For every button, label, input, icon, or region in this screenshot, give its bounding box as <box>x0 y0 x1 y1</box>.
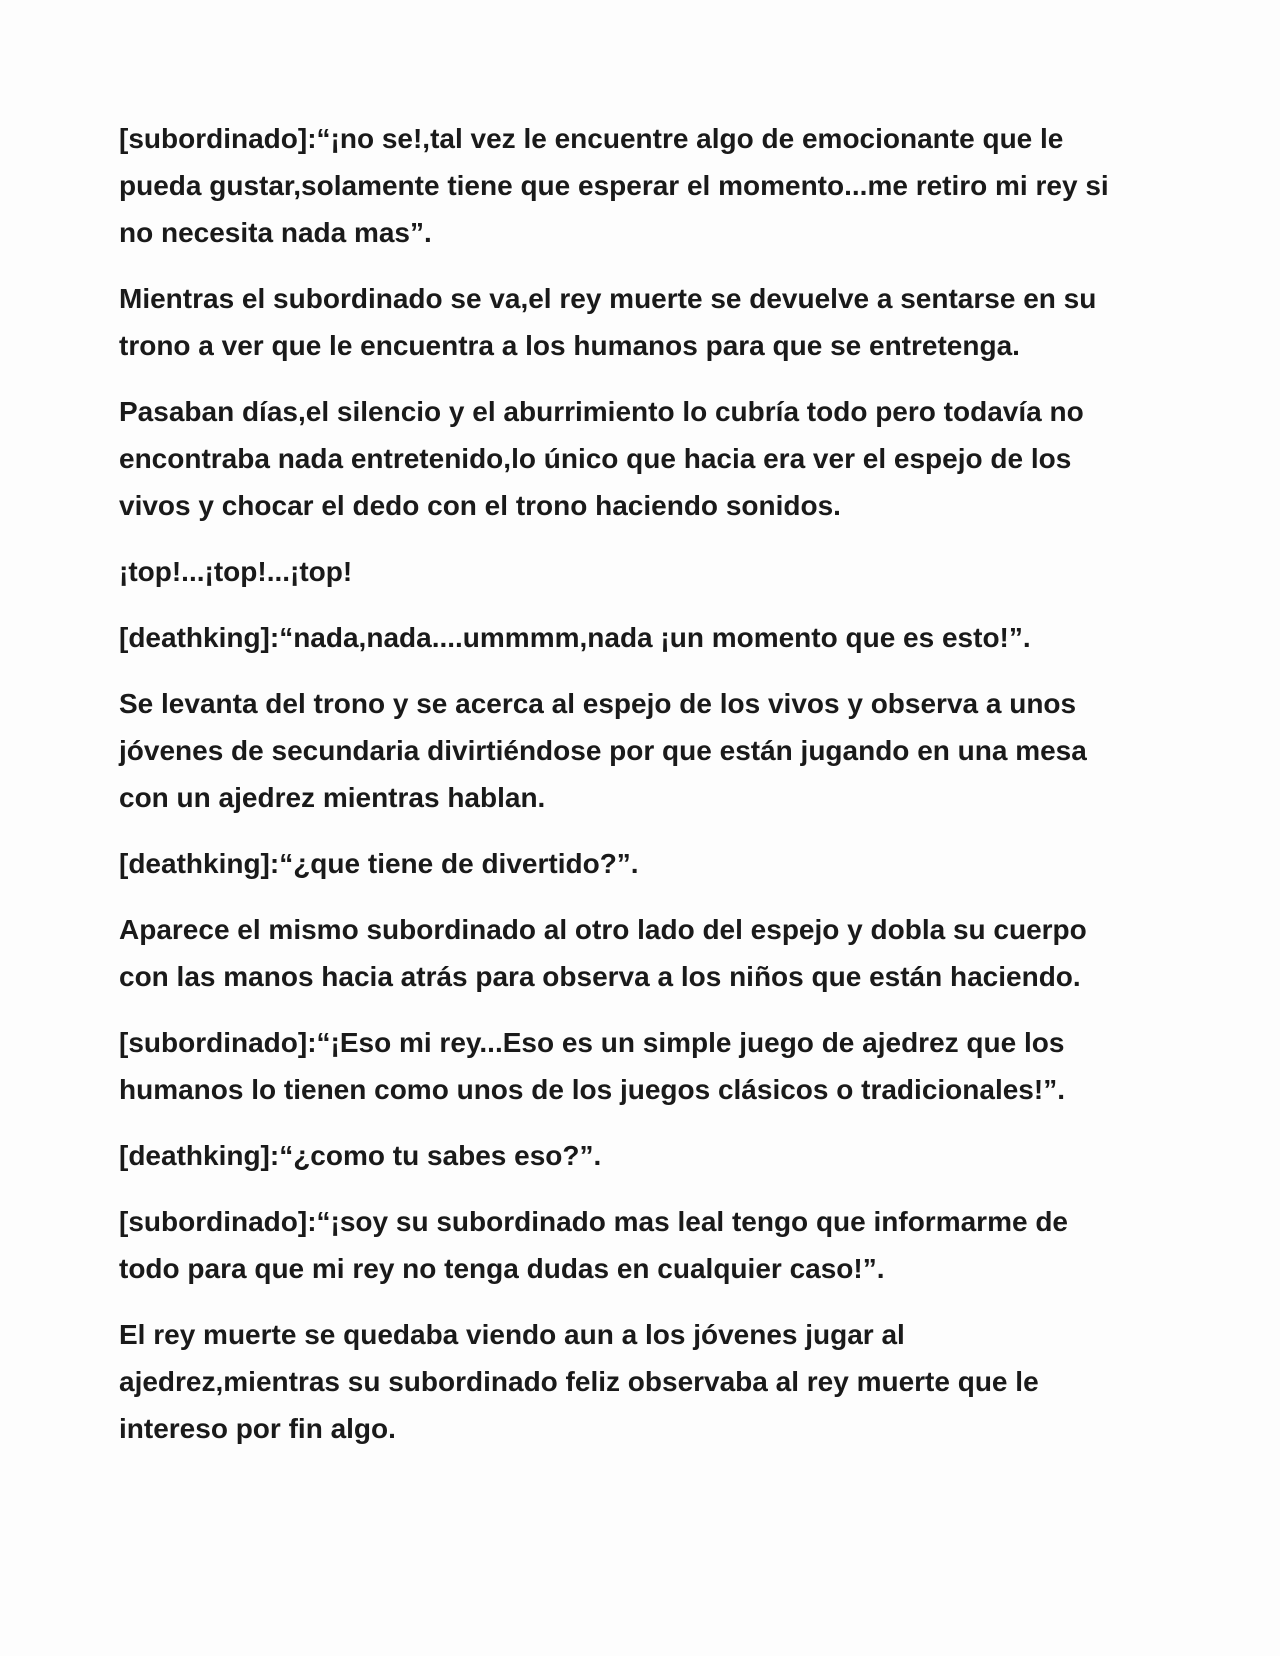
text-line: con las manos hacia atrás para observa a los niños que están haciendo. <box>119 961 1081 992</box>
text-line: [deathking]:“¿como tu sabes eso?”. <box>119 1140 602 1171</box>
text-line: ajedrez,mientras su subordinado feliz observaba al rey muerte que le <box>119 1366 1039 1397</box>
paragraph-6 <box>119 680 1169 821</box>
text-line: todo para que mi rey no tenga dudas en cualquier caso!”. <box>119 1253 885 1284</box>
text-line: vivos y chocar el dedo con el trono haciendo sonidos. <box>119 490 841 521</box>
paragraph-3 <box>119 388 1169 529</box>
paragraph-9 <box>119 1019 1169 1113</box>
text-line: [subordinado]:“¡soy su subordinado mas leal tengo que informarme de <box>119 1206 1068 1237</box>
paragraph-2 <box>119 275 1169 369</box>
paragraph-1 <box>119 115 1169 256</box>
document-body <box>119 115 1169 1471</box>
text-line: humanos lo tienen como unos de los juegos clásicos o tradicionales!”. <box>119 1074 1065 1105</box>
paragraph-4 <box>119 548 1169 595</box>
text-line: Mientras el subordinado se va,el rey muerte se devuelve a sentarse en su <box>119 283 1097 314</box>
text-line: El rey muerte se quedaba viendo aun a los jóvenes jugar al <box>119 1319 905 1350</box>
text-line: Pasaban días,el silencio y el aburrimiento lo cubría todo pero todavía no <box>119 396 1084 427</box>
text-line: con un ajedrez mientras hablan. <box>119 782 546 813</box>
text-line: [subordinado]:“¡Eso mi rey...Eso es un simple juego de ajedrez que los <box>119 1027 1065 1058</box>
text-line: intereso por fin algo. <box>119 1413 396 1444</box>
text-line: no necesita nada mas”. <box>119 217 432 248</box>
paragraph-8 <box>119 906 1169 1000</box>
paragraph-7 <box>119 840 1169 887</box>
text-line: jóvenes de secundaria divirtiéndose por que están jugando en una mesa <box>119 735 1087 766</box>
paragraph-11 <box>119 1198 1169 1292</box>
text-line: pueda gustar,solamente tiene que esperar el momento...me retiro mi rey si <box>119 170 1109 201</box>
text-line: trono a ver que le encuentra a los humanos para que se entretenga. <box>119 330 1020 361</box>
text-line: [deathking]:“nada,nada....ummmm,nada ¡un momento que es esto!”. <box>119 622 1031 653</box>
text-line: ¡top!...¡top!...¡top! <box>119 556 353 587</box>
text-line: [deathking]:“¿que tiene de divertido?”. <box>119 848 639 879</box>
paragraph-10 <box>119 1132 1169 1179</box>
text-line: Aparece el mismo subordinado al otro lado del espejo y dobla su cuerpo <box>119 914 1087 945</box>
paragraph-5 <box>119 614 1169 661</box>
text-line: encontraba nada entretenido,lo único que hacia era ver el espejo de los <box>119 443 1072 474</box>
text-line: Se levanta del trono y se acerca al espejo de los vivos y observa a unos <box>119 688 1077 719</box>
paragraph-12 <box>119 1311 1169 1452</box>
text-line: [subordinado]:“¡no se!,tal vez le encuentre algo de emocionante que le <box>119 123 1064 154</box>
